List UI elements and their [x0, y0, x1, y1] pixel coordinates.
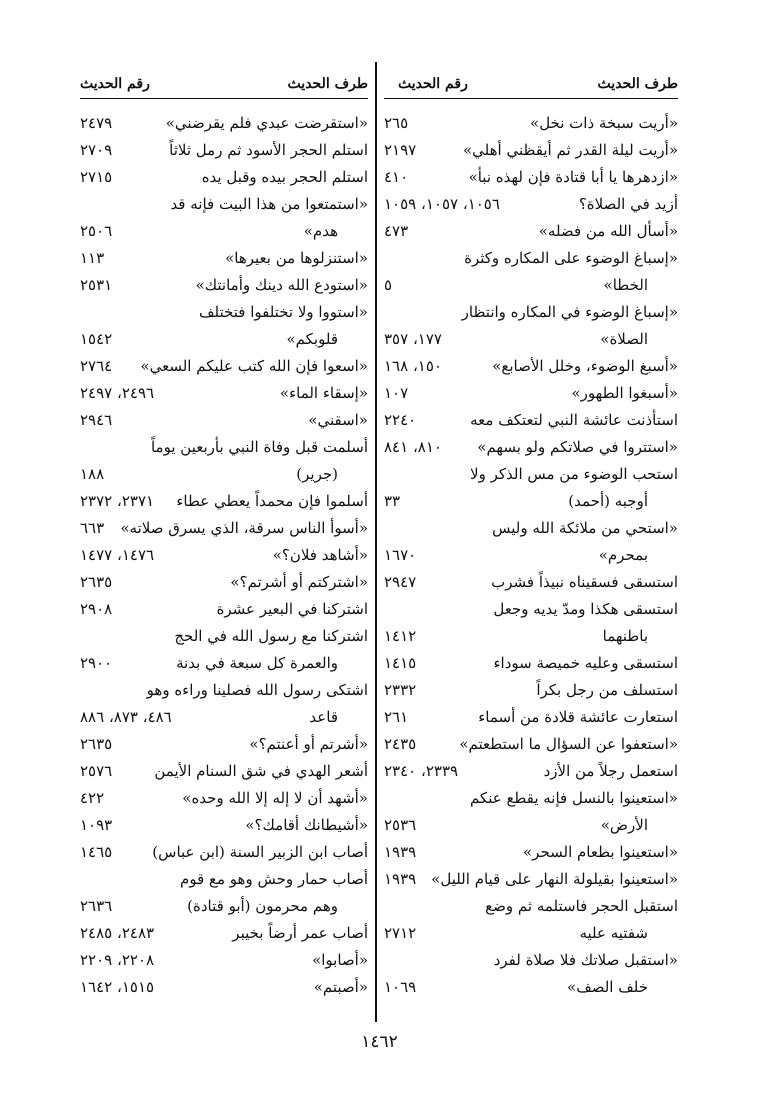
- entry-text: وهم محرمون (أبو قتادة): [187, 897, 338, 915]
- entry-text: استعمل رجلاً من الأزد: [543, 762, 678, 780]
- left-column: [80, 74, 368, 1002]
- entry-text: «إسقاء الماء»: [279, 384, 368, 402]
- index-entry: [384, 948, 678, 975]
- entry-text: قاعد: [309, 708, 338, 726]
- left-column-rows: [80, 99, 368, 1002]
- entry-text: «أصبتم»: [313, 978, 368, 996]
- entry-text: «استعينوا بقيلولة النهار على قيام الليل»: [431, 870, 678, 888]
- entry-number: ١٧٧، ٣٥٧: [384, 330, 442, 348]
- entry-text: خلف الصف»: [567, 978, 648, 996]
- entry-number: ٢٧١٢: [384, 924, 417, 942]
- index-entry: [80, 678, 368, 705]
- entry-text: الخطا»: [603, 276, 648, 294]
- index-entry: [384, 543, 678, 570]
- index-entry: [384, 651, 678, 678]
- index-entry: [80, 138, 368, 165]
- entry-number: ٢٦٣٥: [80, 573, 113, 591]
- index-entry: [384, 894, 678, 921]
- entry-text: «استعينوا بالنسل فإنه يقطع عنكم: [469, 789, 678, 807]
- entry-text: استلم الحجر بيده وقبل يده: [201, 168, 368, 186]
- entry-number: ٢٩٠٠: [80, 654, 113, 672]
- index-entry: [80, 543, 368, 570]
- entry-text: أصاب ابن الزبير السنة (ابن عباس): [152, 843, 368, 861]
- index-entry: [80, 489, 368, 516]
- entry-text: شفتيه عليه: [579, 924, 648, 942]
- index-entry: [80, 840, 368, 867]
- index-entry: [384, 462, 678, 489]
- entry-text: استسقى هكذا ومدّ يديه وجعل: [493, 600, 678, 618]
- index-entry: [80, 273, 368, 300]
- left-header-number: رقم الحديث: [80, 76, 150, 92]
- index-entry: [384, 489, 678, 516]
- index-entry: [80, 921, 368, 948]
- index-entry: [384, 516, 678, 543]
- entry-text: «اسقني»: [308, 411, 368, 429]
- entry-text: «استقبل صلاتك فلا صلاة لفرد: [493, 951, 678, 969]
- entry-number: ٢٦١: [384, 708, 409, 726]
- entry-number: ١٠٦٩: [384, 978, 417, 996]
- entry-number: ٤٧٣: [384, 222, 409, 240]
- index-entry: [384, 759, 678, 786]
- page-number: ١٤٦٢: [361, 1032, 398, 1052]
- entry-number: ٢١٩٧: [384, 141, 417, 159]
- index-entry: [384, 678, 678, 705]
- index-entry: [384, 111, 678, 138]
- right-header-title: طرف الحديث: [597, 76, 678, 92]
- entry-text: والعمرة كل سبعة في بدنة: [176, 654, 338, 672]
- entry-number: ٢٤٩٦، ٢٤٩٧: [80, 384, 155, 402]
- entry-number: ٢٧٠٩: [80, 141, 113, 159]
- entry-text: الأرض»: [600, 816, 648, 834]
- index-entry: [384, 300, 678, 327]
- entry-number: ٢٧١٥: [80, 168, 113, 186]
- entry-text: أسلموا فإن محمداً يعطي عطاء: [176, 492, 368, 510]
- entry-number: ١٥٤٢: [80, 330, 113, 348]
- entry-text: «اشتركتم أو أشرتم؟»: [230, 573, 368, 591]
- index-entry: [384, 273, 678, 300]
- entry-text: استسلف من رجل بكراً: [536, 681, 678, 699]
- entry-number: ٢٥٧٦: [80, 762, 113, 780]
- entry-text: أصاب حمار وحش وهو مع قوم: [180, 870, 368, 888]
- index-entry: [384, 381, 678, 408]
- index-entry: [80, 651, 368, 678]
- entry-text: اشتكى رسول الله فصلينا وراءه وهو: [146, 681, 368, 699]
- index-entry: [384, 192, 678, 219]
- entry-text: استعارت عائشة قلادة من أسماء: [478, 708, 678, 726]
- entry-number: ١٤١٢: [384, 627, 417, 645]
- index-entry: [80, 975, 368, 1002]
- entry-number: ١٦٧٠: [384, 546, 417, 564]
- index-entry: [384, 813, 678, 840]
- entry-text: «أسبغوا الطهور»: [571, 384, 678, 402]
- entry-text: «استقرضت عبدي فلم يقرضني»: [165, 114, 368, 132]
- entry-text: استلم الحجر الأسود ثم رمل ثلاثاً: [169, 141, 368, 159]
- entry-text: «أشيطانك أقامك؟»: [245, 816, 368, 834]
- index-entry: [384, 354, 678, 381]
- entry-number: ٢٥٠٦: [80, 222, 113, 240]
- entry-text: «استحي من ملائكة الله وليس: [492, 519, 678, 537]
- entry-number: ١٨٨: [80, 465, 105, 483]
- index-entry: [80, 867, 368, 894]
- entry-text: «استعينوا بطعام السحر»: [522, 843, 678, 861]
- index-entry: [80, 381, 368, 408]
- entry-number: ٢٩٤٧: [384, 573, 417, 591]
- entry-text: أصاب عمر أرضاً بخيبر: [232, 924, 368, 942]
- index-entry: [80, 786, 368, 813]
- entry-text: «أسأل الله من فضله»: [538, 222, 678, 240]
- index-entry: [80, 327, 368, 354]
- entry-number: ٢٤٧٩: [80, 114, 113, 132]
- index-entry: [80, 435, 368, 462]
- entry-number: ٢٣٧١، ٢٣٧٢: [80, 492, 155, 510]
- index-entry: [80, 813, 368, 840]
- index-entry: [80, 192, 368, 219]
- entry-number: ١٤١٥: [384, 654, 417, 672]
- entry-number: ٤٨٦، ٨٧٣، ٨٨٦: [80, 708, 172, 726]
- entry-text: (جرير): [296, 465, 338, 483]
- index-entry: [80, 300, 368, 327]
- entry-text: «استتروا في صلاتكم ولو بسهم»: [477, 438, 678, 456]
- index-entry: [384, 435, 678, 462]
- entry-text: أزيد في الصلاة؟: [578, 195, 678, 213]
- index-entry: [80, 597, 368, 624]
- entry-number: ١٩٣٩: [384, 843, 417, 861]
- index-entry: [80, 408, 368, 435]
- entry-number: ١٥١٥، ١٦٤٢: [80, 978, 155, 996]
- entry-number: ١٩٣٩: [384, 870, 417, 888]
- index-entry: [384, 624, 678, 651]
- entry-text: استقبل الحجر فاستلمه ثم وضع: [485, 897, 678, 915]
- entry-text: «استنزلوها من بعيرها»: [225, 249, 368, 267]
- right-column-rows: [384, 99, 678, 1002]
- entry-text: قلوبكم»: [286, 330, 338, 348]
- entry-number: ١٤٦٥: [80, 843, 113, 861]
- index-entry: [80, 219, 368, 246]
- entry-number: ٢٦٣٥: [80, 735, 113, 753]
- entry-text: أشعر الهدي في شق السنام الأيمن: [154, 762, 368, 780]
- entry-number: ١٠٧: [384, 384, 409, 402]
- index-entry: [384, 597, 678, 624]
- entry-text: «أريت ليلة القدر ثم أيقظني أهلي»: [462, 141, 678, 159]
- index-entry: [80, 894, 368, 921]
- entry-number: ١١٣: [80, 249, 105, 267]
- index-entry: [80, 516, 368, 543]
- entry-number: ٢٩٠٨: [80, 600, 113, 618]
- entry-number: ٢٢٠٨، ٢٢٠٩: [80, 951, 155, 969]
- index-entry: [384, 840, 678, 867]
- index-entry: [80, 624, 368, 651]
- entry-text: «ازدهرها يا أبا قتادة فإن لهذه نبأ»: [468, 168, 678, 186]
- left-header-title: طرف الحديث: [287, 76, 368, 92]
- entry-text: «أشهد أن لا إله إلا الله وحده»: [182, 789, 368, 807]
- index-entry: [384, 165, 678, 192]
- entry-text: «أسوأ الناس سرقة، الذي يسرق صلاته»: [120, 519, 368, 537]
- index-entry: [384, 921, 678, 948]
- entry-text: هدم»: [303, 222, 338, 240]
- right-column-header: [384, 74, 678, 99]
- column-divider: [375, 62, 377, 1022]
- index-entry: [384, 732, 678, 759]
- right-column: [384, 74, 678, 1002]
- entry-text: «أشاهد فلان؟»: [272, 546, 368, 564]
- index-entry: [80, 759, 368, 786]
- index-entry: [80, 732, 368, 759]
- entry-text: «إسباغ الوضوء في المكاره وانتظار: [461, 303, 678, 321]
- index-entry: [384, 705, 678, 732]
- entry-text: «أصابوا»: [312, 951, 368, 969]
- index-entry: [384, 786, 678, 813]
- index-entry: [80, 705, 368, 732]
- entry-number: ٢٣٣٢: [384, 681, 417, 699]
- entry-text: «استووا ولا تختلفوا فتختلف: [199, 303, 368, 321]
- index-entry: [80, 246, 368, 273]
- entry-text: أسلمت قبل وفاة النبي بأربعين يوماً: [150, 438, 368, 456]
- index-entry: [384, 138, 678, 165]
- entry-number: ٢٥٣١: [80, 276, 113, 294]
- index-entry: [80, 570, 368, 597]
- entry-text: اشتركنا مع رسول الله في الحج: [174, 627, 368, 645]
- entry-text: «اسعوا فإن الله كتب عليكم السعي»: [140, 357, 368, 375]
- index-entry: [384, 327, 678, 354]
- entry-number: ٣٣: [384, 492, 401, 510]
- entry-text: «استعفوا عن السؤال ما استطعتم»: [459, 735, 678, 753]
- entry-text: «إسباغ الوضوء على المكاره وكثرة: [464, 249, 678, 267]
- entry-text: «أشرتم أو أعنتم؟»: [249, 735, 368, 753]
- entry-number: ٤٢٢: [80, 789, 105, 807]
- entry-number: ٢٦٣٦: [80, 897, 113, 915]
- index-entry: [384, 246, 678, 273]
- entry-text: بمحرم»: [598, 546, 648, 564]
- index-entry: [384, 219, 678, 246]
- entry-number: ٢٥٣٦: [384, 816, 417, 834]
- entry-number: ١٠٩٣: [80, 816, 113, 834]
- entry-number: ١٤٧٦، ١٤٧٧: [80, 546, 155, 564]
- left-column-header: [80, 74, 368, 99]
- entry-number: ٢٦٥: [384, 114, 409, 132]
- entry-number: ١٠٥٦، ١٠٥٧، ١٠٥٩: [384, 195, 500, 213]
- entry-number: ٥: [384, 276, 393, 294]
- entry-text: استحب الوضوء من مس الذكر ولا: [470, 465, 678, 483]
- index-entry: [384, 867, 678, 894]
- index-entry: [384, 975, 678, 1002]
- entry-text: استسقى فسقيناه نبيذاً فشرب: [491, 573, 678, 591]
- entry-number: ٢٧٦٤: [80, 357, 113, 375]
- entry-number: ٢٤٨٣، ٢٤٨٥: [80, 924, 155, 942]
- entry-number: ٢٣٣٩، ٢٣٤٠: [384, 762, 459, 780]
- entry-text: «أريت سبخة ذات نخل»: [530, 114, 678, 132]
- entry-text: أوجبه (أحمد): [568, 492, 648, 510]
- entry-number: ٢٤٣٥: [384, 735, 417, 753]
- index-entry: [80, 165, 368, 192]
- entry-text: استسقى وعليه خميصة سوداء: [493, 654, 678, 672]
- entry-number: ٢٢٤٠: [384, 411, 417, 429]
- index-entry: [384, 408, 678, 435]
- index-entry: [80, 111, 368, 138]
- entry-text: اشتركنا في البعير عشرة: [216, 600, 368, 618]
- index-entry: [80, 948, 368, 975]
- entry-text: «استودع الله دينك وأمانتك»: [195, 276, 368, 294]
- entry-number: ٦٦٣: [80, 519, 105, 537]
- entry-number: ٨١٠، ٨٤١: [384, 438, 442, 456]
- entry-text: استأذنت عائشة النبي لتعتكف معه: [470, 411, 678, 429]
- entry-text: «استمتعوا من هذا البيت فإنه قد: [170, 195, 368, 213]
- index-entry: [80, 354, 368, 381]
- index-entry: [80, 462, 368, 489]
- entry-text: «أسبغ الوضوء، وخلل الأصابع»: [492, 357, 678, 375]
- right-header-number: رقم الحديث: [398, 76, 468, 92]
- index-entry: [384, 570, 678, 597]
- entry-number: ٤١٠: [384, 168, 409, 186]
- entry-number: ١٥٠، ١٦٨: [384, 357, 442, 375]
- entry-text: باطنهما: [602, 627, 648, 645]
- entry-text: الصلاة»: [600, 330, 648, 348]
- entry-number: ٢٩٤٦: [80, 411, 113, 429]
